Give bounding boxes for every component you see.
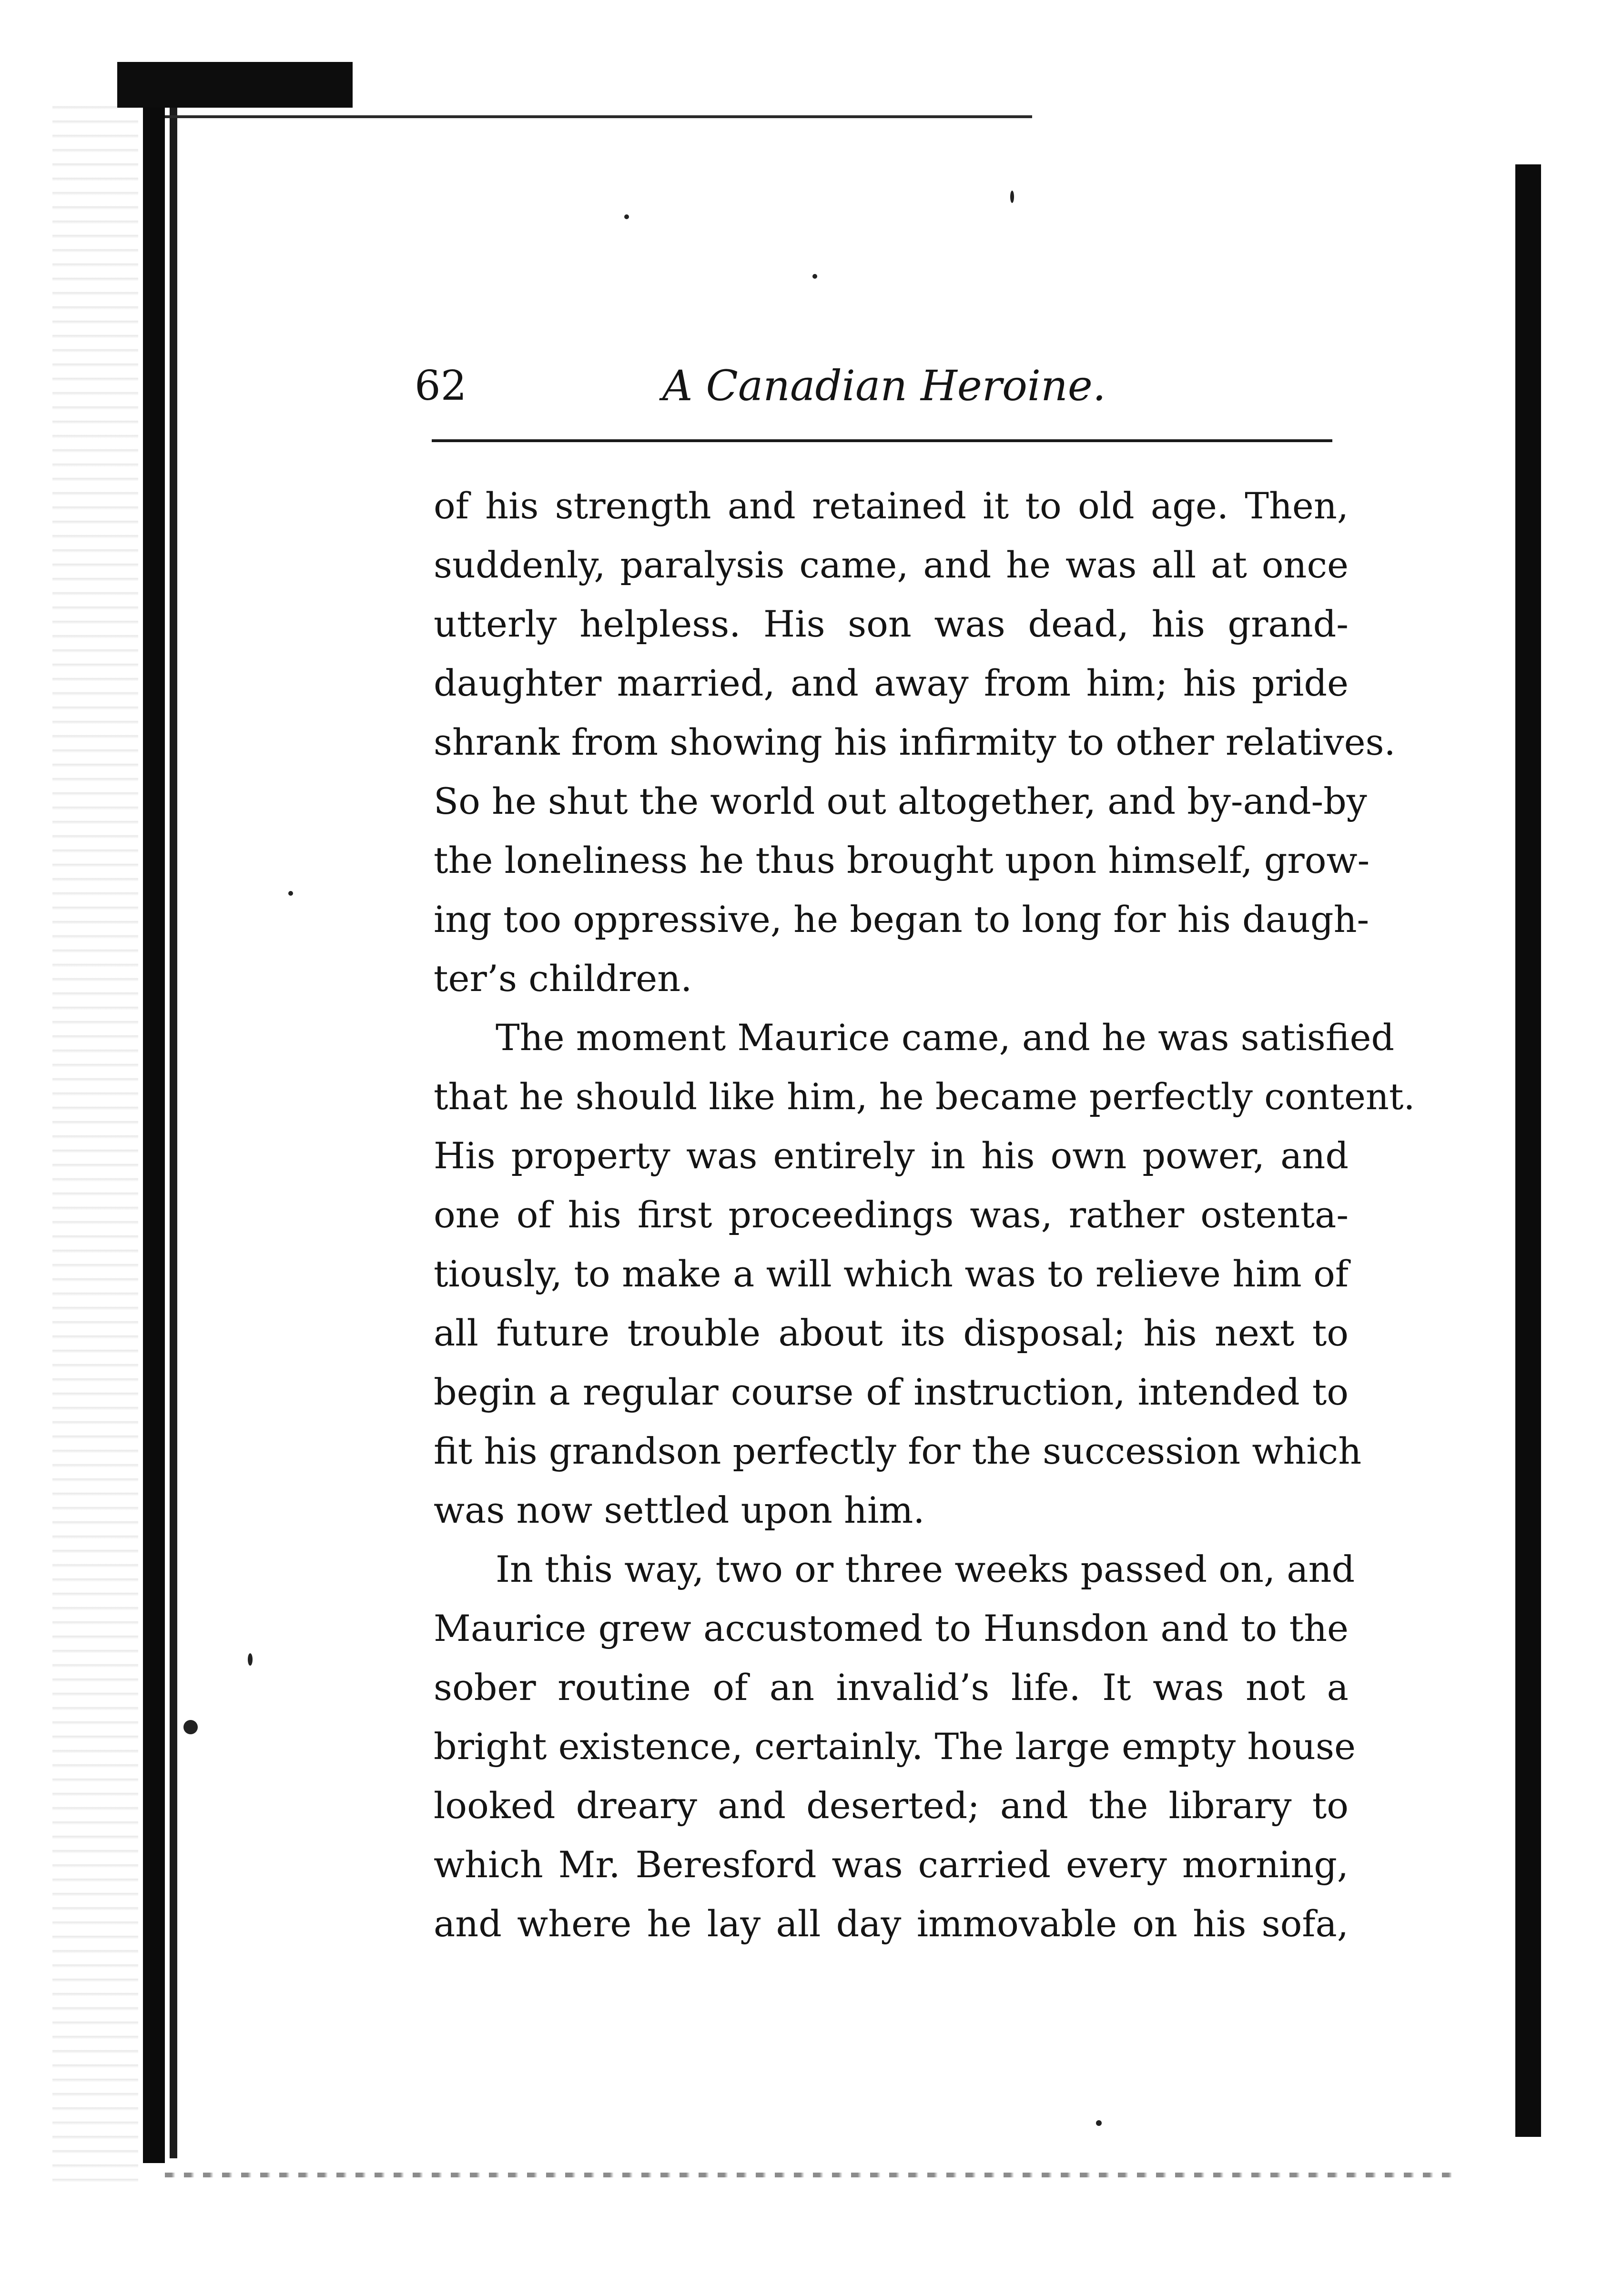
text-line: ter’s children. xyxy=(434,957,692,1000)
text-line: looked dreary and deserted; and the library to xyxy=(434,1784,1349,1827)
text-line: In this way, two or three weeks passed on, and xyxy=(496,1548,1355,1590)
book-title: A Canadian Heroine. xyxy=(662,361,1106,410)
running-head xyxy=(415,353,1334,419)
page-edge-top xyxy=(165,115,1032,118)
scan-speck xyxy=(1010,191,1014,203)
text-line: The moment Maurice came, and he was satisfied xyxy=(496,1016,1395,1059)
text-line: sober routine of an invalid’s life. It was not a xyxy=(434,1666,1349,1709)
text-line: So he shut the world out altogether, and by-and-by xyxy=(434,780,1367,822)
text-line: shrank from showing his infirmity to other relatives. xyxy=(434,721,1396,763)
text-line: daughter married, and away from him; his pride xyxy=(434,662,1349,704)
scan-speck xyxy=(1096,2120,1102,2126)
page-edge-shadow xyxy=(52,95,138,2192)
page-edge-bottom xyxy=(165,2173,1451,2177)
page-number: 62 xyxy=(415,362,467,410)
text-line: tiously, to make a will which was to relieve him of xyxy=(434,1253,1349,1295)
scan-speck xyxy=(183,1720,198,1734)
text-line: of his strength and retained it to old age. Then, xyxy=(434,485,1349,527)
scan-speck xyxy=(248,1653,253,1666)
page-edge-left xyxy=(143,91,165,2163)
text-line: was now settled upon him. xyxy=(434,1489,925,1531)
text-line: one of his first proceedings was, rather ostenta- xyxy=(434,1194,1349,1236)
text-line: and where he lay all day immovable on his sofa, xyxy=(434,1902,1349,1945)
paragraph xyxy=(434,1008,1415,1540)
text-line: fit his grandson perfectly for the succession which xyxy=(434,1430,1362,1472)
text-line: which Mr. Beresford was carried every morning, xyxy=(434,1843,1349,1886)
text-line: His property was entirely in his own power, and xyxy=(434,1134,1349,1177)
scan-speck xyxy=(812,274,817,279)
text-line: utterly helpless. His son was dead, his grand- xyxy=(434,603,1349,645)
text-line: that he should like him, he became perfectly content. xyxy=(434,1075,1415,1118)
text-line: suddenly, paralysis came, and he was all at once xyxy=(434,544,1349,586)
text-line: begin a regular course of instruction, intended to xyxy=(434,1371,1349,1413)
text-line: bright existence, certainly. The large empty house xyxy=(434,1725,1356,1768)
text-line: the loneliness he thus brought upon himself, grow- xyxy=(434,839,1370,881)
text-line: Maurice grew accustomed to Hunsdon and to the xyxy=(434,1607,1349,1649)
scan-speck xyxy=(288,891,293,896)
page-edge-right xyxy=(1515,164,1541,2137)
page-edge-left-inner xyxy=(170,100,177,2158)
scan-speck xyxy=(624,214,629,219)
header-rule xyxy=(432,439,1332,442)
text-line: all future trouble about its disposal; his next to xyxy=(434,1312,1349,1354)
paragraph xyxy=(434,1540,1356,1953)
page-edge-top-corner xyxy=(117,62,353,108)
paragraph xyxy=(434,476,1396,1008)
text-line: ing too oppressive, he began to long for his daugh- xyxy=(434,898,1370,941)
body-text xyxy=(434,476,1415,1953)
